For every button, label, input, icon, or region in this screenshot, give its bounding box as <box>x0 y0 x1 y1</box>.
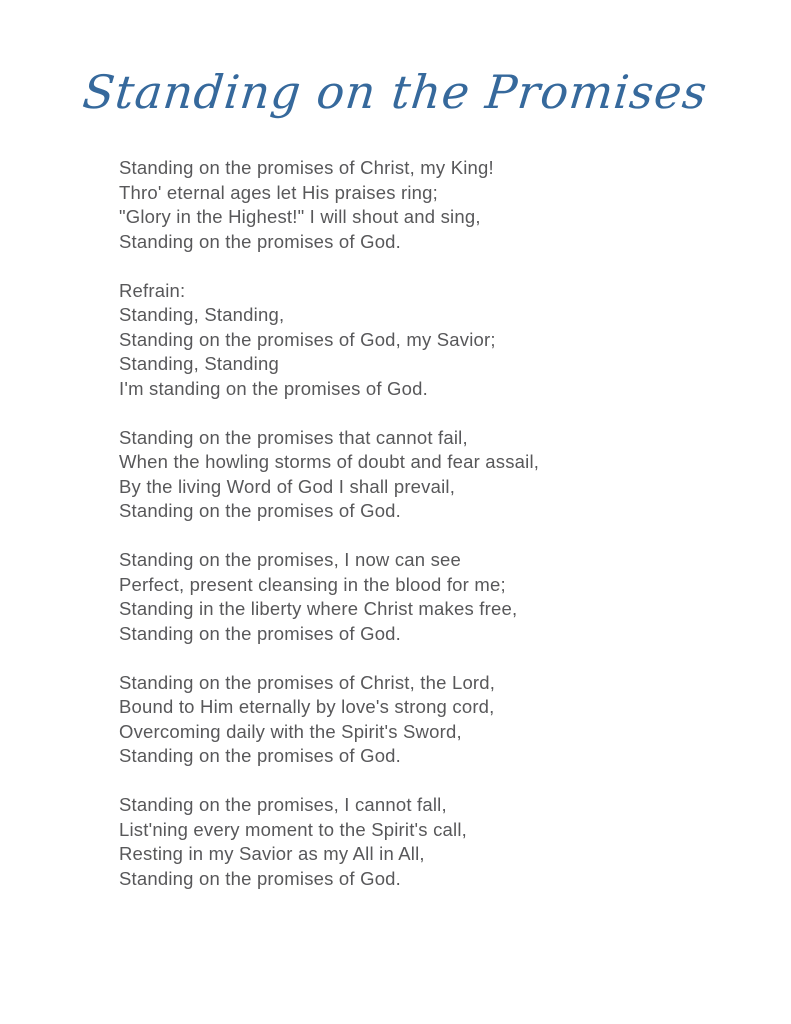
stanza-verse-1 <box>119 156 679 254</box>
title-area <box>0 58 791 127</box>
lyric-line: Standing on the promises, I now can see <box>119 549 462 570</box>
lyric-line: Refrain: <box>119 279 186 301</box>
stanza-verse-4 <box>119 671 679 769</box>
lyric-line: Thro' eternal ages let His praises ring; <box>119 181 438 203</box>
lyric-line: Resting in my Savior as my All in All, <box>119 843 425 864</box>
lyric-line: Overcoming daily with the Spirit's Sword, <box>119 720 462 742</box>
lyric-line: Standing on the promises of God. <box>119 622 402 644</box>
stanza-verse-2 <box>119 426 679 524</box>
lyric-line: Bound to Him eternally by love's strong cord, <box>119 696 495 717</box>
lyric-line: Standing on the promises of God, my Savior; <box>119 328 496 350</box>
stanza-refrain <box>119 279 679 402</box>
lyric-line: Standing in the liberty where Christ makes free, <box>119 598 518 619</box>
lyric-line: Standing on the promises of God. <box>119 867 402 889</box>
lyric-line: By the living Word of God I shall prevail, <box>119 475 456 497</box>
lyric-line: Standing on the promises of God. <box>119 500 402 521</box>
lyric-line: "Glory in the Highest!" I will shout and sing, <box>119 206 481 227</box>
lyrics <box>119 156 679 891</box>
lyric-line: Standing on the promises of Christ, my King! <box>119 157 494 178</box>
lyric-line: Standing on the promises of God. <box>119 230 402 252</box>
lyric-line: Standing on the promises of Christ, the Lord, <box>119 671 496 693</box>
song-title: Standing on the Promises <box>80 65 711 119</box>
stanza-verse-3 <box>119 548 679 646</box>
lyric-line: Standing on the promises, I cannot fall, <box>119 794 447 815</box>
lyric-line: Standing on the promises of God. <box>119 745 402 766</box>
lyric-line: Standing on the promises that cannot fail, <box>119 426 468 448</box>
lyric-line: Standing, Standing, <box>119 304 285 325</box>
lyric-line: Standing, Standing <box>119 353 279 374</box>
lyric-line: Perfect, present cleansing in the blood for me; <box>119 573 506 595</box>
lyric-line: When the howling storms of doubt and fear assail, <box>119 451 540 472</box>
stanza-verse-5 <box>119 793 679 891</box>
lyric-line: I'm standing on the promises of God. <box>119 377 428 399</box>
lyric-line: List'ning every moment to the Spirit's call, <box>119 818 467 840</box>
